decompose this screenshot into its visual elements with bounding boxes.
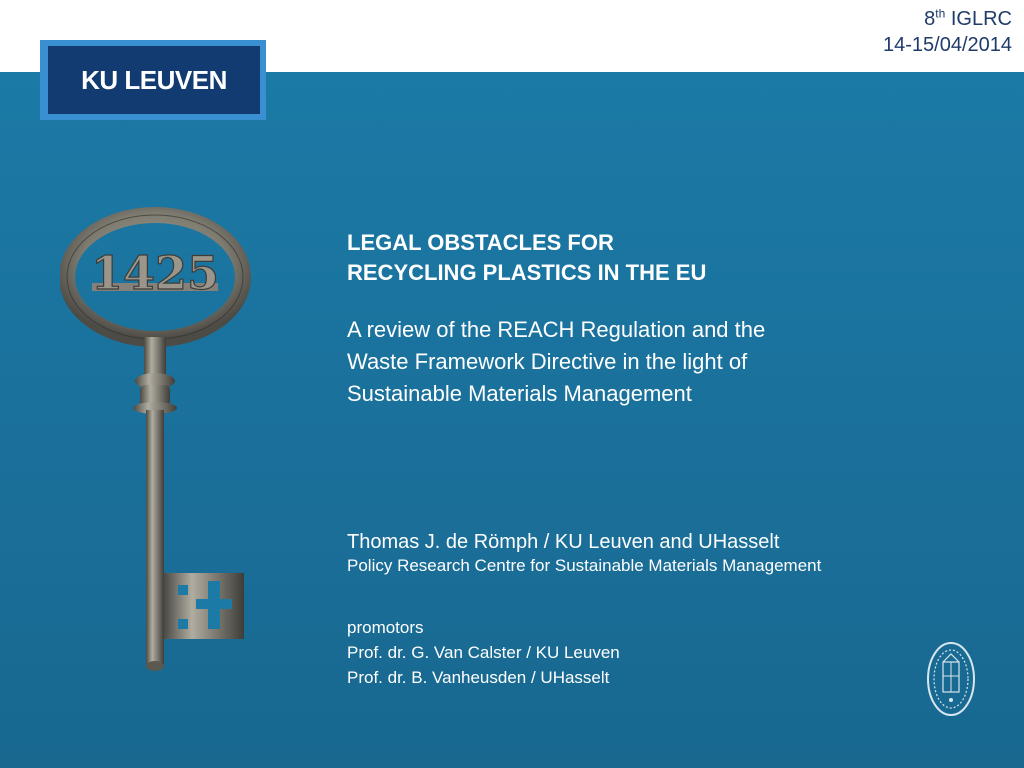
research-centre: Policy Research Centre for Sustainable Materials Management: [347, 556, 822, 575]
logo-inner: [48, 46, 260, 114]
antique-key-icon: [60, 205, 260, 680]
promotors-label: promotors: [347, 618, 424, 637]
promotor-1: Prof. dr. G. Van Calster / KU Leuven: [347, 643, 620, 662]
promotors-block: [347, 615, 620, 690]
event-suffix: th: [935, 6, 946, 21]
logo-text: KU LEUVEN: [81, 64, 227, 95]
promotor-2: Prof. dr. B. Vanheusden / UHasselt: [347, 668, 610, 687]
event-number: 8: [924, 8, 936, 30]
presentation-text: [347, 228, 987, 410]
subtitle-line-2: Waste Framework Directive in the light of: [347, 349, 748, 374]
university-seal-icon: [925, 640, 977, 718]
title-line-1: LEGAL OBSTACLES FOR: [347, 230, 614, 255]
author-block: [347, 529, 997, 577]
event-name: IGLRC: [950, 8, 1012, 30]
presentation-subtitle: [347, 314, 987, 410]
subtitle-line-1: A review of the REACH Regulation and the: [347, 317, 766, 342]
event-info: [883, 6, 1012, 58]
presentation-title: [347, 228, 987, 288]
title-line-2: RECYCLING PLASTICS IN THE EU: [347, 260, 707, 285]
author-name: Thomas J. de Römph / KU Leuven and UHasselt: [347, 531, 780, 553]
event-dates: 14-15/04/2014: [882, 34, 1012, 56]
key-engraving: 1425: [90, 246, 220, 300]
ku-leuven-logo: [40, 40, 266, 120]
subtitle-line-3: Sustainable Materials Management: [347, 381, 692, 406]
event-title: [883, 6, 1012, 32]
